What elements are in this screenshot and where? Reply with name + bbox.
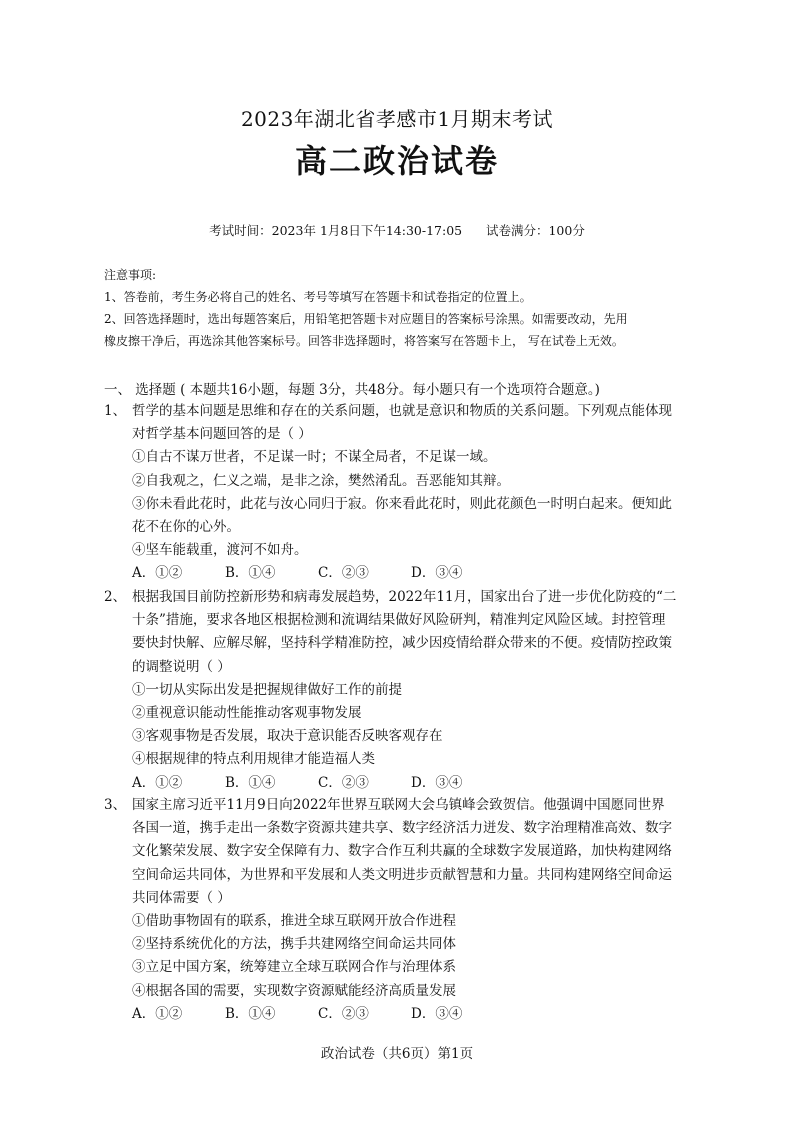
question-option: ②重视意识能动性能推动客观事物发展 xyxy=(132,705,362,722)
choice-b: B．①④ xyxy=(225,565,276,582)
choice-c: C．②③ xyxy=(318,1005,369,1022)
question-stem-line: 国家主席习近平11月9日向2022年世界互联网大会乌镇峰会致贺信。他强调中国愿同世界 xyxy=(132,797,665,813)
question-stem-line: 空间命运共同体，为世界和平发展和人类文明进步贡献智慧和力量。共同构建网络空间命运 xyxy=(132,866,672,883)
answer-choices xyxy=(132,562,694,585)
answer-choices xyxy=(132,1003,694,1026)
section-header: 一、 选择题 ( 本题共16小题，每题 3分，共48分。每小题只有一个选项符合题意。) xyxy=(104,382,600,398)
notes-line: 1、答卷前，考生务必将自己的姓名、考号等填写在答题卡和试卷指定的位置上。 xyxy=(104,290,532,304)
question-option: ①借助事物固有的联系，推进全球互联网开放合作进程 xyxy=(132,913,456,930)
choice-a: A．①② xyxy=(132,1005,183,1022)
choice-d: D．③④ xyxy=(411,1005,463,1022)
question-2 xyxy=(104,586,694,795)
question-option: ③立足中国方案，统筹建立全球互联网合作与治理体系 xyxy=(132,959,456,976)
question-stem-line: 的调整说明（ ） xyxy=(132,658,231,675)
question-3 xyxy=(104,794,694,1026)
choice-a: A．①② xyxy=(132,774,183,791)
choice-a: A．①② xyxy=(132,565,183,582)
question-option: 花不在你的心外。 xyxy=(132,519,240,536)
question-option: ①自古不谋万世者，不足谋一时；不谋全局者，不足谋一域。 xyxy=(132,449,497,466)
notes-line: 2、回答选择题时，选出每题答案后，用铅笔把答题卡对应题目的答案标号涂黑。如需要改动，先用 xyxy=(104,312,628,326)
choice-c: C．②③ xyxy=(318,565,369,582)
question-stem-line: 根据我国目前防控新形势和病毒发展趋势，2022年11月，国家出台了进一步优化防疫的“二 xyxy=(132,589,677,605)
question-option: ③你未看此花时，此花与汝心同归于寂。你来看此花时，则此花颜色一时明白起来。便知此 xyxy=(132,495,672,512)
question-number: 1、 xyxy=(104,403,127,419)
notes-section xyxy=(104,264,694,352)
choice-b: B．①④ xyxy=(225,1005,276,1022)
choice-d: D．③④ xyxy=(411,774,463,791)
question-option: ①一切从实际出发是把握规律做好工作的前提 xyxy=(132,681,402,698)
question-stem-line: 各国一道，携手走出一条数字资源共建共享、数字经济活力迸发、数字治理精准高效、数字 xyxy=(132,820,672,837)
choice-d: D．③④ xyxy=(411,565,463,582)
question-number: 3、 xyxy=(104,797,127,813)
question-stem-line: 文化繁荣发展、数字安全保障有力、数字合作互利共赢的全球数字发展道路，加快构建网络 xyxy=(132,843,672,860)
exam-subtitle: 高二政治试卷 xyxy=(294,142,499,180)
question-option: ④根据规律的特点利用规律才能造福人类 xyxy=(132,751,375,768)
question-option: ②坚持系统优化的方法，携手共建网络空间命运共同体 xyxy=(132,936,456,953)
question-option: ③客观事物是否发展，取决于意识能否反映客观存在 xyxy=(132,728,443,745)
choice-c: C．②③ xyxy=(318,774,369,791)
question-stem-line: 要快封快解、应解尽解，坚持科学精准防控，减少因疫情给群众带来的不便。疫情防控政策 xyxy=(132,635,672,652)
question-1 xyxy=(104,400,694,586)
question-stem-line: 共同体需要（ ） xyxy=(132,889,231,906)
question-stem-line: 哲学的基本问题是思维和存在的关系问题，也就是意识和物质的关系问题。下列观点能体现 xyxy=(132,403,672,419)
notes-heading: 注意事项: xyxy=(104,268,157,282)
exam-title: 2023年湖北省孝感市1月期末考试 xyxy=(240,107,554,131)
notes-line: 橡皮擦干净后，再选涂其他答案标号。回答非选择题时，将答案写在答题卡上， 写在试卷上无效。 xyxy=(104,334,624,348)
question-number: 2、 xyxy=(104,589,127,605)
question-option: ④根据各国的需要，实现数字资源赋能经济高质量发展 xyxy=(132,982,456,999)
question-stem-line: 对哲学基本问题回答的是（ ） xyxy=(132,426,312,443)
question-option: ②自我观之，仁义之端，是非之涂，樊然淆乱。吾恶能知其辩。 xyxy=(132,472,510,489)
choice-b: B．①④ xyxy=(225,774,276,791)
page-footer: 政治试卷（共6页）第1页 xyxy=(320,1046,474,1062)
answer-choices xyxy=(132,772,694,795)
question-stem-line: 十条”措施，要求各地区根据检测和流调结果做好风险研判，精准判定风险区域。封控管理 xyxy=(132,612,666,629)
exam-time-and-score: 考试时间：2023年 1月8日下午14:30-17:05 试卷满分：100分 xyxy=(209,223,585,238)
question-option: ④坚车能载重，渡河不如舟。 xyxy=(132,542,308,559)
